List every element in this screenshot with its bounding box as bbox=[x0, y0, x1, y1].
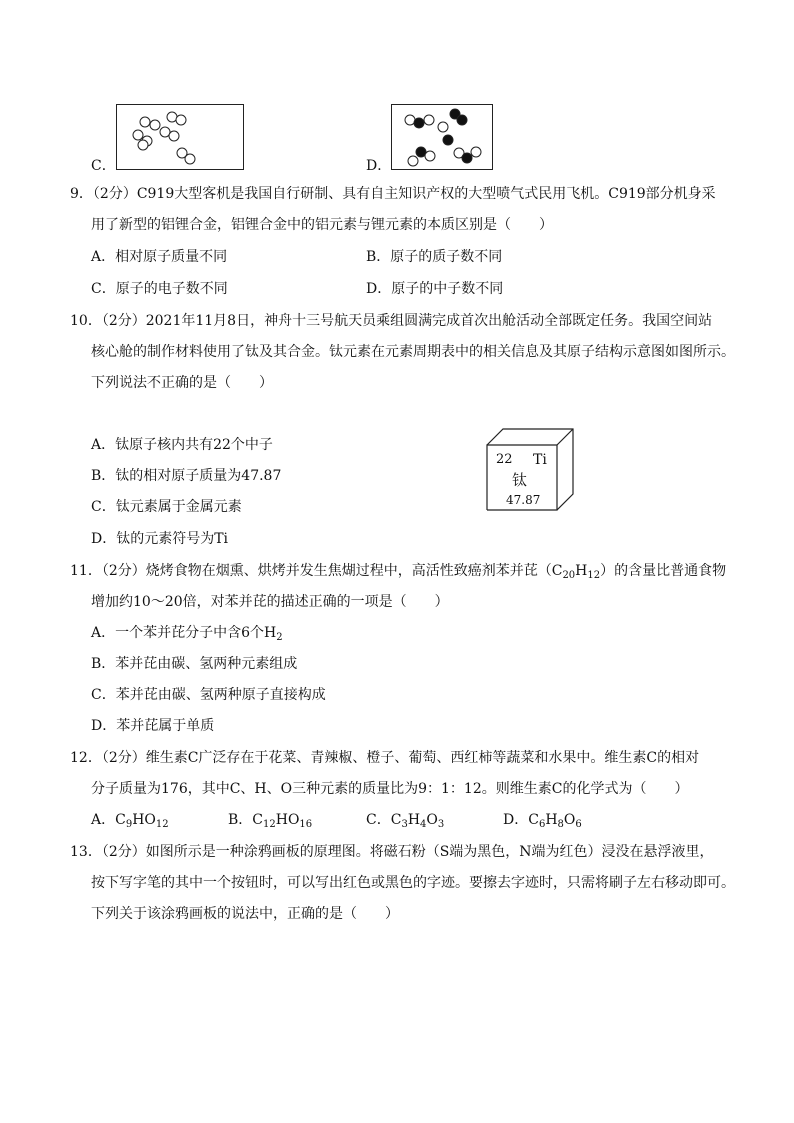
diagram-c-box bbox=[116, 104, 244, 170]
q13-stem-line1: 13．（2分）如图所示是一种涂鸦画板的原理图。将磁石粉（S端为黑色，N端为红色）浸没在悬浮液里， bbox=[70, 844, 714, 860]
q10-option-b: B．钛的相对原子质量为47.87 bbox=[91, 468, 282, 484]
q13-stem-line3: 下列关于该涂鸦画板的说法中，正确的是（ ） bbox=[91, 906, 399, 922]
q9-option-d: D．原子的中子数不同 bbox=[366, 281, 504, 297]
q11-stem-line1: 11．（2分）烧烤食物在烟熏、烘烤并发生焦煳过程中，高活性致癌剂苯并芘$(C_{20}H_{12})$的含量比普通食物 bbox=[70, 563, 727, 581]
molecules-d-diagram bbox=[392, 105, 492, 169]
q13-stem-line2: 按下写字笔的其中一个按钮时，可以写出红色或黑色的字迹。要擦去字迹时，只需将刷子左右移动即可。 bbox=[91, 875, 735, 891]
q9-option-a: A．相对原子质量不同 bbox=[91, 249, 228, 265]
q12-option-b: B．$C_{12}HO_{16}$ bbox=[228, 812, 313, 830]
option-c-label: C． bbox=[91, 158, 116, 174]
q9-stem-line2: 用了新型的铝锂合金，铝锂合金中的铝元素与锂元素的本质区别是（ ） bbox=[91, 217, 553, 233]
element-mass: 47.87 bbox=[506, 493, 541, 507]
q9-option-b: B．原子的质子数不同 bbox=[366, 249, 503, 265]
q10-option-c: C．钛元素属于金属元素 bbox=[91, 499, 242, 515]
q9-option-c: C．原子的电子数不同 bbox=[91, 281, 228, 297]
q12-option-d: D．$C_6H_8O_6$ bbox=[503, 812, 582, 830]
q10-stem-line1: 10．（2分）2021年11月8日，神舟十三号航天员乘组圆满完成首次出舱活动全部既定任务。我国空间站 bbox=[70, 313, 713, 329]
q10-option-a: A．钛原子核内共有22个中子 bbox=[91, 437, 273, 453]
element-atomic-number: 22 bbox=[496, 452, 513, 467]
q12-option-a: A．$C_9HO_{12}$ bbox=[91, 812, 169, 830]
q9-stem-line1: 9．（2分）C919大型客机是我国自行研制、具有自主知识产权的大型喷气式民用飞机。C919部分机身采 bbox=[70, 186, 716, 202]
q10-stem-line2: 核心舱的制作材料使用了钛及其合金。钛元素在元素周期表中的相关信息及其原子结构示意图如图所示。 bbox=[91, 344, 735, 360]
q10-option-d: D．钛的元素符号为Ti bbox=[91, 531, 229, 547]
option-d-label: D． bbox=[366, 158, 392, 174]
molecules-c-diagram bbox=[117, 105, 243, 169]
q12-option-c: C．$C_3H_4O_3$ bbox=[366, 812, 445, 830]
periodic-table-cell bbox=[486, 428, 574, 512]
q11-option-c: C．苯并芘由碳、氢两种原子直接构成 bbox=[91, 687, 326, 703]
q11-stem-line2: 增加约10～20倍，对苯并芘的描述正确的一项是（ ） bbox=[91, 594, 449, 610]
q11-option-b: B．苯并芘由碳、氢两种元素组成 bbox=[91, 656, 298, 672]
element-symbol: Ti bbox=[533, 452, 547, 468]
element-name: 钛 bbox=[512, 471, 528, 489]
q10-stem-line3: 下列说法不正确的是（ ） bbox=[91, 375, 273, 391]
q12-stem-line2: 分子质量为176，其中C、H、O三种元素的质量比为9：1：12。则维生素C的化学式为（ ） bbox=[91, 781, 689, 797]
q12-stem-line1: 12．（2分）维生素C广泛存在于花菜、青辣椒、橙子、葡萄、西红柿等蔬菜和水果中。维生素C的相对 bbox=[70, 750, 700, 766]
q11-option-a: A．一个苯并芘分子中含6个$H_2$ bbox=[91, 625, 283, 643]
q11-option-d: D．苯并芘属于单质 bbox=[91, 718, 215, 734]
diagram-d-box bbox=[391, 104, 493, 170]
